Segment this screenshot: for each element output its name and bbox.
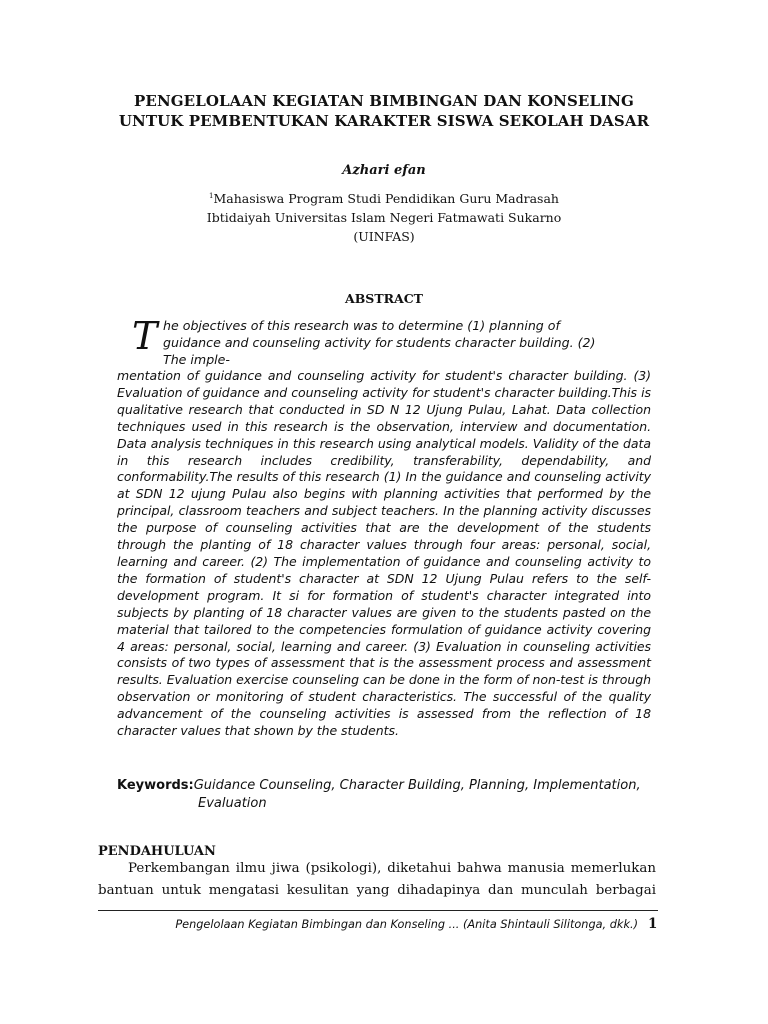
section-paragraph: [98, 858, 656, 902]
affiliation-line-3: (UINFAS): [353, 229, 415, 244]
section-heading: PENDAHULUAN: [98, 844, 216, 859]
affiliation-line-2: Ibtidaiyah Universitas Islam Negeri Fatmawati Sukarno: [206, 210, 562, 225]
section-paragraph-line-1: Perkembangan ilmu jiwa (psikologi), diketahui bahwa manusia memerlukan: [128, 861, 656, 876]
abstract-heading: ABSTRACT: [345, 291, 423, 306]
paper-title-line-2: UNTUK PEMBENTUKAN KARAKTER SISWA SEKOLAH DASAR: [118, 112, 650, 130]
author-name: Azhari efan: [342, 163, 426, 178]
paper-title-line-1: PENGELOLAAN KEGIATAN BIMBINGAN DAN KONSELING: [134, 92, 634, 110]
keywords-line-2: Evaluation: [198, 796, 267, 811]
affiliation-marker: 1: [209, 192, 214, 200]
keywords: [117, 777, 657, 813]
abstract-opening: [163, 317, 653, 368]
affiliation-line-1: Mahasiswa Program Studi Pendidikan Guru Madrasah: [213, 191, 559, 206]
running-footer: Pengelolaan Kegiatan Bimbingan dan Konseling ... (Anita Shintauli Silitonga, dkk.): [175, 918, 638, 931]
abstract-opening-line-3: The imple-: [163, 352, 230, 367]
footer-rule: [98, 910, 658, 911]
author-affiliation: [0, 187, 768, 246]
abstract-dropcap: T: [132, 314, 158, 358]
abstract-body: mentation of guidance and counseling activity for student's character building. (3) Evaluation of guidance and counseling activity for student's character building.This is qualitative research that conducted in SD N 12 Ujung Pulau, Lahat. Data collection techniques used in this research is the observation, interview and documentation. Data analysis techniques in this research using analytical models. Validity of the data in this research includes credibility, transferability, dependability, and conformability.The results of this research (1) In the guidance and counseling activity at SDN 12 ujung Pulau also begins with planning activities that performed by the principal, classroom teachers and subject teachers. In the planning activity discusses the purpose of counseling activities that are the development of the students through the planting of 18 character values through four areas: personal, social, learning and career. (2) The implementation of guidance and counseling activity to the formation of student's character at SDN 12 Ujung Pulau refers to the self-development program. It si for formation of student's character integrated into subjects by planting of 18 character values are given to the students pasted on the material that tailored to the competencies formulation of guidance activity covering 4 areas: personal, social, learning and career. (3) Evaluation in counseling activities consists of two types of assessment that is the assessment process and assessment results. Evaluation exercise counseling can be done in the form of non-test is through observation or monitoring of student characteristics. The successful of the quality advancement of the counseling activities is assessed from the reflection of 18 character values that shown by the students.: [117, 368, 651, 739]
abstract-opening-line-1: he objectives of this research was to determine (1) planning of: [163, 318, 560, 333]
keywords-line-1: Guidance Counseling, Character Building, Planning, Implementation,: [193, 778, 641, 793]
paper-title: [60, 91, 708, 131]
keywords-label: Keywords:: [117, 778, 194, 793]
abstract-opening-line-2: guidance and counseling activity for students character building. (2): [163, 335, 596, 350]
section-paragraph-line-2: bantuan untuk mengatasi kesulitan yang dihadapinya dan munculah berbagai: [98, 883, 656, 898]
page-number: 1: [648, 916, 658, 932]
